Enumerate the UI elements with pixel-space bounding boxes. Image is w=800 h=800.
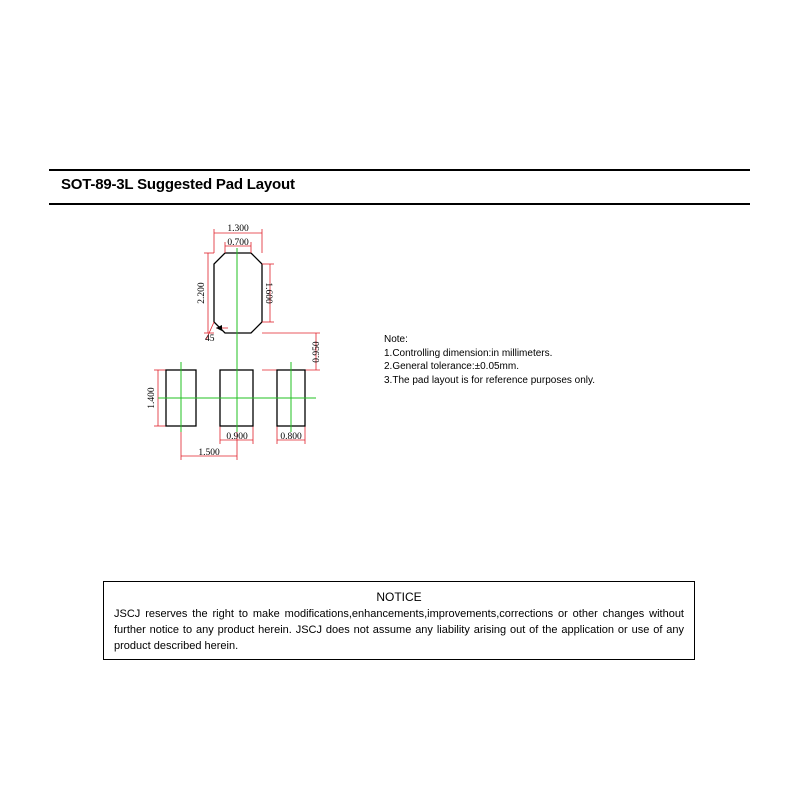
dim-pitch: 1.500 bbox=[198, 448, 220, 458]
dim-small-pad-height: 1.400 bbox=[147, 387, 157, 409]
dim-top-pad-height: 2.200 bbox=[197, 282, 207, 304]
notice-title: NOTICE bbox=[376, 590, 422, 604]
notice-box bbox=[103, 581, 695, 660]
note-item-1: 1.Controlling dimension:in millimeters. bbox=[384, 347, 553, 359]
small-pad-centerlines bbox=[158, 362, 316, 432]
note-item-2: 2.General tolerance:±0.05mm. bbox=[384, 361, 519, 372]
notes-block bbox=[384, 333, 595, 387]
dim-top-inner-width: 0.700 bbox=[227, 238, 249, 248]
dim-small-pad-width-right: 0.800 bbox=[280, 432, 302, 442]
notice-body: JSCJ reserves the right to make modifications,enhancements,improvements,corrections or other changes without further notice to any product herein. JSCJ does not assume any liability arising out of the application or use of any product described herein. bbox=[114, 608, 684, 652]
dim-chamfer-angle: 45 bbox=[205, 334, 215, 344]
page-title: SOT-89-3L Suggested Pad Layout bbox=[61, 176, 295, 193]
dim-gap: 0.950 bbox=[312, 341, 322, 363]
dim-top-pad-inner-height: 1.600 bbox=[263, 282, 273, 304]
dim-small-pad-width-center: 0.900 bbox=[226, 432, 248, 442]
dim-top-outer-width: 1.300 bbox=[227, 224, 249, 234]
note-item-3: 3.The pad layout is for reference purposes only. bbox=[384, 374, 596, 386]
large-pad-outline bbox=[214, 253, 262, 333]
notes-heading: Note: bbox=[384, 334, 408, 345]
angle-arrow bbox=[216, 325, 222, 331]
